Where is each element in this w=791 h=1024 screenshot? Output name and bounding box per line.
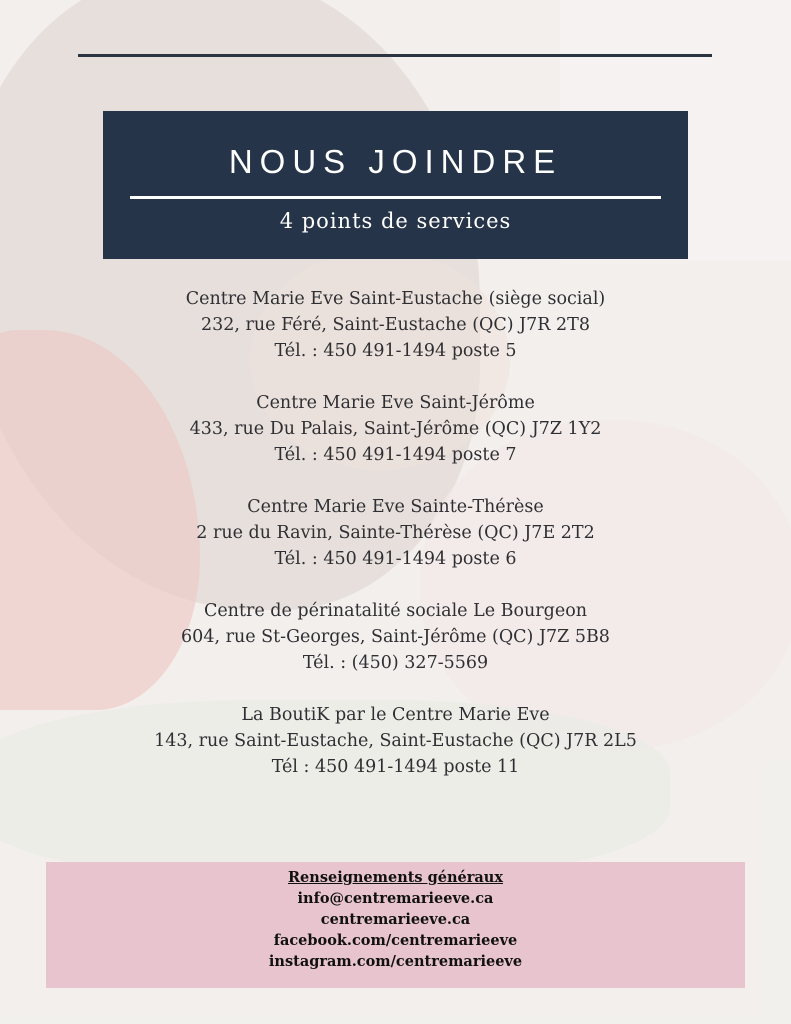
location-phone[interactable]: Tél. : 450 491-1494 poste 6 [274,549,517,569]
locations-list [0,286,791,806]
header-box [103,111,688,259]
info-email-link[interactable]: info@centremarieeve.ca [297,890,494,907]
top-divider [78,54,712,57]
location-address: 2 rue du Ravin, Sainte-Thérèse (QC) J7E 2T2 [196,523,595,543]
info-facebook-link[interactable]: facebook.com/centremarieeve [273,932,518,949]
page-subtitle: 4 points de services [279,209,512,233]
location-phone[interactable]: Tél. : (450) 327-5569 [302,653,489,673]
location-item [0,494,791,572]
location-address: 604, rue St-Georges, Saint-Jérôme (QC) J7Z 5B8 [181,627,610,647]
location-name: Centre Marie Eve Sainte-Thérèse [247,497,544,517]
location-phone[interactable]: Tél : 450 491-1494 poste 11 [271,757,520,777]
location-item [0,390,791,468]
location-name: Centre Marie Eve Saint-Eustache (siège social) [185,289,606,309]
location-item [0,286,791,364]
general-info-box [46,862,745,988]
location-address: 143, rue Saint-Eustache, Saint-Eustache (QC) J7R 2L5 [154,731,637,751]
info-title: Renseignements généraux [288,869,503,886]
info-instagram-link[interactable]: instagram.com/centremarieeve [268,953,523,970]
location-phone[interactable]: Tél. : 450 491-1494 poste 7 [274,445,517,465]
location-name: Centre Marie Eve Saint-Jérôme [256,393,535,413]
location-item [0,702,791,780]
location-name: La BoutiK par le Centre Marie Eve [241,705,550,725]
header-divider [130,196,661,199]
page-title: NOUS JOINDRE [228,143,563,180]
location-address: 232, rue Féré, Saint-Eustache (QC) J7R 2T8 [201,315,590,335]
location-item [0,598,791,676]
location-phone[interactable]: Tél. : 450 491-1494 poste 5 [274,341,517,361]
location-address: 433, rue Du Palais, Saint-Jérôme (QC) J7Z 1Y2 [189,419,602,439]
info-website-link[interactable]: centremarieeve.ca [320,911,471,928]
location-name: Centre de périnatalité sociale Le Bourgeon [203,601,588,621]
